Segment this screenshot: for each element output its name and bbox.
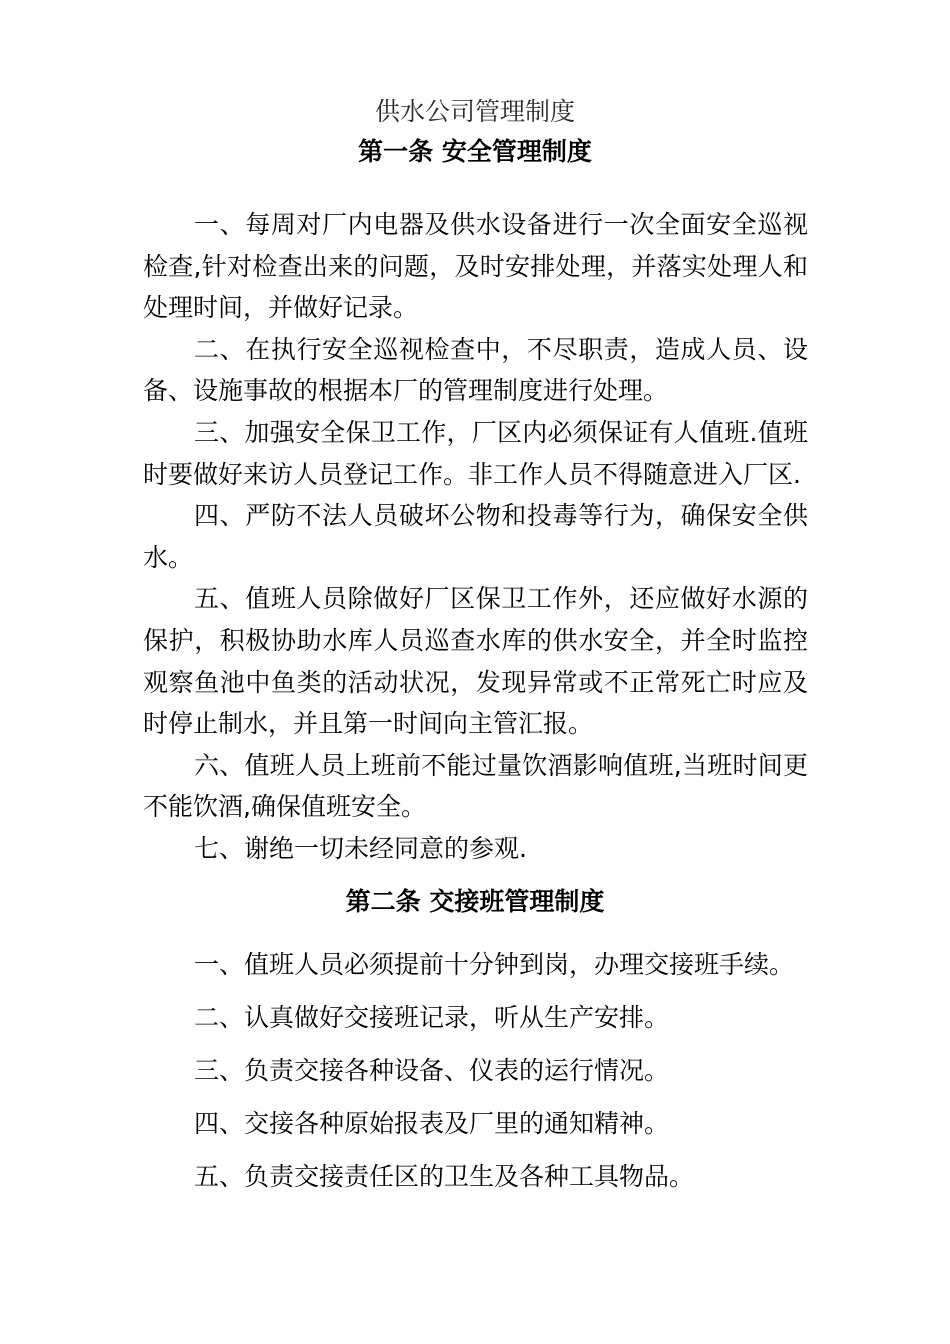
- paragraph: 四、交接各种原始报表及厂里的通知精神。: [194, 1109, 670, 1138]
- section-shift-handover-body: [143, 938, 823, 1203]
- paragraph: 四、严防不法人员破坏公物和投毒等行为，确保安全供水。: [143, 501, 808, 572]
- paragraph: 二、在执行安全巡视检查中，不尽职责，造成人员、设备、设施事故的根据本厂的管理制度进行处理。: [143, 334, 808, 406]
- paragraph: 一、值班人员必须提前十分钟到岗，办理交接班手续。: [194, 950, 795, 979]
- paragraph: 三、加强安全保卫工作，厂区内必须保证有人值班.值班时要做好来访人员登记工作。非工作人员不得随意进入厂区.: [143, 417, 808, 489]
- paragraph: 二、认真做好交接班记录，听从生产安排。: [194, 1003, 670, 1032]
- paragraph: 五、负责交接责任区的卫生及各种工具物品。: [194, 1162, 695, 1191]
- paragraph: 六、值班人员上班前不能过量饮酒影响值班,当班时间更不能饮酒,确保值班安全。: [143, 750, 808, 822]
- section-safety-body: [143, 204, 808, 870]
- paragraph: 三、负责交接各种设备、仪表的运行情况。: [194, 1056, 670, 1085]
- document-title: 供水公司管理制度: [374, 97, 575, 126]
- section-heading-safety: 第一条 安全管理制度: [358, 137, 592, 166]
- paragraph: 一、每周对厂内电器及供水设备进行一次全面安全巡视检查,针对检查出来的问题，及时安排处理，并落实处理人和处理时间，并做好记录。: [143, 210, 808, 323]
- paragraph: 五、值班人员除做好厂区保卫工作外，还应做好水源的保护，积极协助水库人员巡查水库的供水安全，并全时监控观察鱼池中鱼类的活动状况，发现异常或不正常死亡时应及时停止制水，并且第一时间向主管汇报。: [143, 584, 808, 739]
- section-heading-shift-handover: 第二条 交接班管理制度: [345, 887, 605, 916]
- paragraph: 七、谢绝一切未经同意的参观.: [194, 833, 527, 863]
